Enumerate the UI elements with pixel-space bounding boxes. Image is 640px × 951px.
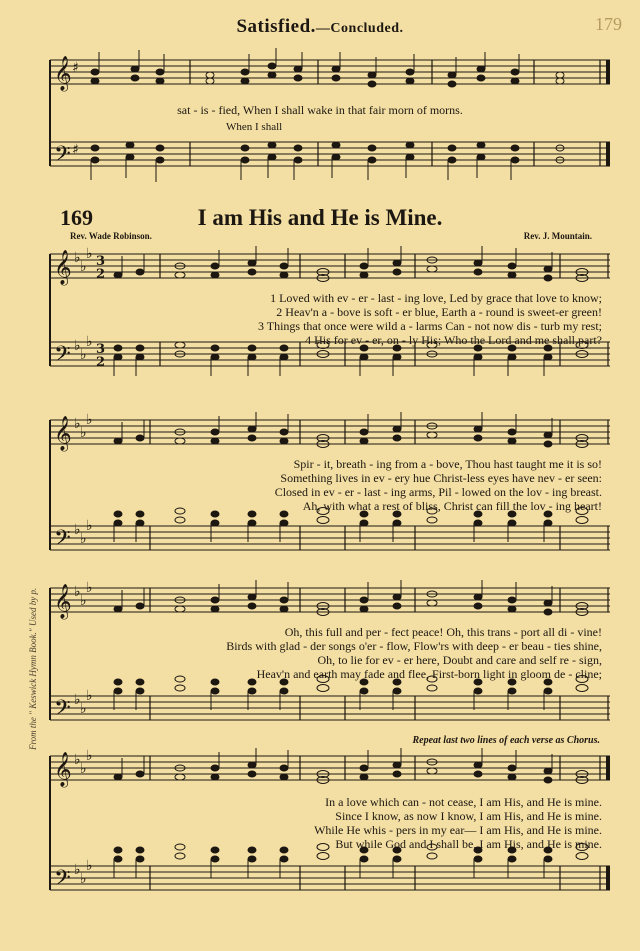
svg-text:♭: ♭ <box>86 518 93 534</box>
svg-text:♭: ♭ <box>80 761 87 777</box>
svg-text:♭: ♭ <box>86 580 93 596</box>
repeat-note: Repeat last two lines of each verse as Chorus. <box>412 735 600 746</box>
lyric-s2-v1: Spir - it, breath - ing from a - bove, Thou hast taught me it is so! <box>293 457 602 471</box>
staff-s2-bass <box>50 526 610 550</box>
staff-s2-treble <box>50 420 610 444</box>
svg-text:♭: ♭ <box>86 858 93 874</box>
lyric-s1-v4: 4 His for ev - er, on - ly His; Who the Lord and me shall part? <box>305 333 602 347</box>
lyric-s2-v4: Ah, with what a rest of bliss, Christ can fill the lov - ing heart! <box>302 499 602 513</box>
svg-text:♭: ♭ <box>74 862 81 878</box>
svg-text:♭: ♭ <box>86 246 93 262</box>
svg-text:♭: ♭ <box>74 250 81 266</box>
composer-credit: Rev. J. Mountain. <box>523 231 592 241</box>
lyric-s4-v4: But while God and I shall be, I am His, and He is mine. <box>335 837 602 851</box>
svg-text:♭: ♭ <box>74 692 81 708</box>
svg-text:𝄞: 𝄞 <box>54 56 72 91</box>
lyric-s3-v3: Oh, to lie for ev - er here, Doubt and care and self re - sign, <box>317 653 602 667</box>
svg-text:♭: ♭ <box>86 748 93 764</box>
svg-text:♭: ♭ <box>86 334 93 350</box>
lyric-s1-v1: 1 Loved with ev - er - last - ing love, Led by grace that love to know; <box>270 291 602 305</box>
svg-text:♭: ♭ <box>74 522 81 538</box>
svg-text:3: 3 <box>96 342 106 357</box>
staff-s3-bass <box>50 696 610 720</box>
svg-text:𝄞: 𝄞 <box>54 416 72 451</box>
lyric-s2-v3: Closed in ev - er - last - ing arms, Pil - lowed on the lov - ing breast. <box>274 485 602 499</box>
svg-text:♯: ♯ <box>72 142 79 158</box>
svg-text:2: 2 <box>96 355 106 370</box>
svg-text:𝄢: 𝄢 <box>54 866 71 896</box>
svg-text:♭: ♭ <box>74 584 81 600</box>
svg-text:♭: ♭ <box>86 412 93 428</box>
svg-text:♭: ♭ <box>74 338 81 354</box>
svg-text:3: 3 <box>96 254 106 269</box>
svg-text:𝄢: 𝄢 <box>54 342 71 372</box>
svg-text:𝄢: 𝄢 <box>54 526 71 556</box>
svg-text:𝄞: 𝄞 <box>54 584 72 619</box>
lyric-s2-v2: Something lives in ev - ery hue Christ-less eyes have nev - er seen: <box>280 471 602 485</box>
header-title: Satisfied. <box>236 16 316 37</box>
svg-text:♭: ♭ <box>74 416 81 432</box>
hymn-title: I am His and He is Mine. <box>197 205 443 230</box>
svg-text:♭: ♭ <box>86 688 93 704</box>
lyric-s3-v4: Heav'n and earth may fade and flee, First-born light in gloom de - cline; <box>256 667 602 681</box>
top-lyric-line: sat - is - fied, When I shall wake in that fair morn of morns. <box>177 103 463 117</box>
svg-text:♭: ♭ <box>80 531 87 547</box>
lyric-s1-v3: 3 Things that once were wild a - larms Can - not now dis - turb my rest; <box>257 319 602 333</box>
svg-text:♭: ♭ <box>80 593 87 609</box>
staff-s4-treble <box>50 756 610 780</box>
svg-text:♭: ♭ <box>74 752 81 768</box>
author-credit: Rev. Wade Robinson. <box>70 231 152 241</box>
lyric-s4-v1: In a love which can - not cease, I am His, and He is mine. <box>325 795 602 809</box>
svg-text:2: 2 <box>96 267 106 282</box>
top-echo-line: When I shall <box>226 121 283 133</box>
lyric-s1-v2: 2 Heav'n a - bove is soft - er blue, Earth a - round is sweet-er green! <box>276 305 602 319</box>
svg-text:♭: ♭ <box>80 871 87 887</box>
hymn-number: 169 <box>60 205 93 230</box>
svg-text:♭: ♭ <box>80 701 87 717</box>
staff-s3-treble <box>50 588 610 612</box>
svg-text:𝄞: 𝄞 <box>54 752 72 787</box>
side-credit: From the " Keswick Hymn Book." Used by p. <box>28 587 38 750</box>
lyric-s4-v3: While He whis - pers in my ear— I am His, and He is mine. <box>314 823 602 837</box>
page-header <box>0 16 640 38</box>
page-number: 179 <box>595 14 622 34</box>
lyric-s3-v2: Birds with glad - der songs o'er - flow, Flow'rs with deep - er beau - ties shine, <box>226 639 602 653</box>
svg-text:♭: ♭ <box>80 425 87 441</box>
svg-text:𝄢: 𝄢 <box>54 142 71 172</box>
svg-text:♭: ♭ <box>80 259 87 275</box>
svg-text:♯: ♯ <box>72 60 79 76</box>
svg-text:𝄢: 𝄢 <box>54 696 71 726</box>
lyric-s3-v1: Oh, this full and per - fect peace! Oh, this trans - port all di - vine! <box>284 625 602 639</box>
staff-s4-bass <box>50 866 610 890</box>
header-subtitle: —Concluded. <box>315 21 404 36</box>
lyric-s4-v2: Since I know, as now I know, I am His, and He is mine. <box>335 809 602 823</box>
svg-text:♭: ♭ <box>80 347 87 363</box>
svg-text:𝄞: 𝄞 <box>54 250 72 285</box>
staff-s1-treble <box>50 254 610 278</box>
